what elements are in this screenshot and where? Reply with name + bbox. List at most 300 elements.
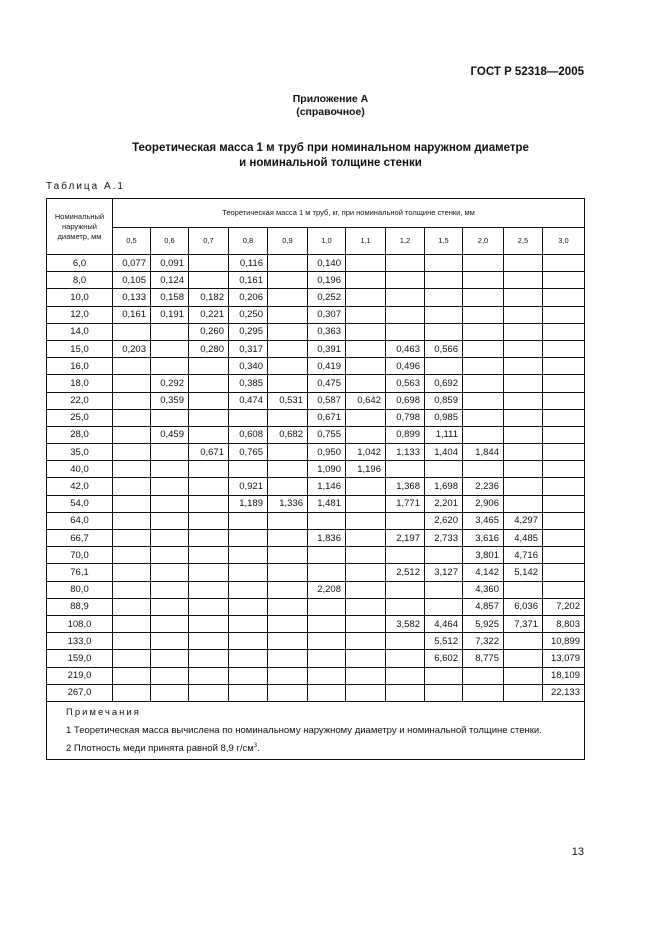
mass-cell xyxy=(189,512,229,529)
diameter-cell: 88,9 xyxy=(47,598,113,615)
mass-cell xyxy=(113,323,151,340)
mass-cell: 8,775 xyxy=(463,650,504,667)
mass-cell xyxy=(308,650,346,667)
mass-cell: 0,642 xyxy=(346,392,386,409)
diameter-cell: 80,0 xyxy=(47,581,113,598)
mass-cell xyxy=(268,598,308,615)
mass-cell: 0,221 xyxy=(189,306,229,323)
thickness-header: 0,7 xyxy=(189,228,229,255)
diameter-cell: 108,0 xyxy=(47,615,113,632)
mass-cell: 2,197 xyxy=(386,530,425,547)
mass-cell xyxy=(151,650,189,667)
mass-cell xyxy=(463,358,504,375)
mass-cell: 0,899 xyxy=(386,426,425,443)
table-row xyxy=(47,478,585,495)
mass-cell xyxy=(543,461,585,478)
mass-cell: 4,142 xyxy=(463,564,504,581)
diameter-cell: 28,0 xyxy=(47,426,113,443)
mass-cell: 0,475 xyxy=(308,375,346,392)
diameter-cell: 70,0 xyxy=(47,547,113,564)
mass-cell: 0,116 xyxy=(229,255,268,272)
mass-cell xyxy=(268,323,308,340)
mass-cell xyxy=(189,392,229,409)
table-row xyxy=(47,495,585,512)
mass-cell xyxy=(504,306,543,323)
mass-cell xyxy=(113,667,151,684)
table-row xyxy=(47,323,585,340)
mass-cell xyxy=(543,547,585,564)
mass-cell xyxy=(308,667,346,684)
mass-cell: 2,733 xyxy=(425,530,463,547)
mass-cell: 3,127 xyxy=(425,564,463,581)
mass-cell: 0,798 xyxy=(386,409,425,426)
mass-cell xyxy=(346,512,386,529)
mass-cell xyxy=(229,564,268,581)
mass-cell: 0,755 xyxy=(308,426,346,443)
mass-cell xyxy=(346,375,386,392)
annex-title: Приложение А xyxy=(292,93,369,105)
table-row xyxy=(47,650,585,667)
mass-cell: 3,465 xyxy=(463,512,504,529)
mass-cell: 3,801 xyxy=(463,547,504,564)
mass-cell: 1,481 xyxy=(308,495,346,512)
mass-cell: 0,250 xyxy=(229,306,268,323)
table-row xyxy=(47,358,585,375)
mass-cell: 0,563 xyxy=(386,375,425,392)
mass-cell xyxy=(113,495,151,512)
mass-cell xyxy=(113,444,151,461)
mass-cell: 0,158 xyxy=(151,289,189,306)
mass-cell: 7,202 xyxy=(543,598,585,615)
mass-cell: 1,146 xyxy=(308,478,346,495)
mass-cell: 4,857 xyxy=(463,598,504,615)
mass-cell xyxy=(268,255,308,272)
mass-cell xyxy=(113,409,151,426)
table-row xyxy=(47,409,585,426)
mass-cell xyxy=(189,633,229,650)
mass-cell xyxy=(268,358,308,375)
mass-cell xyxy=(504,409,543,426)
mass-cell xyxy=(346,495,386,512)
thickness-header: 0,9 xyxy=(268,228,308,255)
thickness-header: 0,6 xyxy=(151,228,189,255)
mass-cell: 0,359 xyxy=(151,392,189,409)
table-row xyxy=(47,444,585,461)
mass-cell xyxy=(151,358,189,375)
mass-cell: 22,133 xyxy=(543,684,585,701)
mass-cell xyxy=(386,650,425,667)
table-row xyxy=(47,547,585,564)
mass-cell xyxy=(268,530,308,547)
mass-cell xyxy=(543,323,585,340)
mass-cell xyxy=(346,650,386,667)
mass-cell xyxy=(543,409,585,426)
mass-cell xyxy=(504,392,543,409)
mass-cell xyxy=(229,547,268,564)
mass-cell xyxy=(425,358,463,375)
mass-cell xyxy=(308,598,346,615)
mass-cell: 0,206 xyxy=(229,289,268,306)
mass-cell xyxy=(189,478,229,495)
table-row xyxy=(47,512,585,529)
mass-cell xyxy=(189,667,229,684)
mass-cell xyxy=(268,633,308,650)
mass-cell xyxy=(268,564,308,581)
mass-cell: 0,391 xyxy=(308,340,346,357)
mass-cell xyxy=(504,478,543,495)
mass-cell xyxy=(425,461,463,478)
mass-cell: 0,196 xyxy=(308,272,346,289)
table-row xyxy=(47,461,585,478)
mass-cell xyxy=(151,633,189,650)
mass-cell xyxy=(151,598,189,615)
mass-cell xyxy=(229,581,268,598)
mass-cell: 10,899 xyxy=(543,633,585,650)
diameter-cell: 40,0 xyxy=(47,461,113,478)
mass-cell: 1,189 xyxy=(229,495,268,512)
mass-cell xyxy=(113,650,151,667)
mass-cell xyxy=(189,564,229,581)
mass-cell xyxy=(463,323,504,340)
mass-cell xyxy=(308,547,346,564)
mass-cell: 13,079 xyxy=(543,650,585,667)
mass-cell: 1,404 xyxy=(425,444,463,461)
mass-cell: 0,203 xyxy=(113,340,151,357)
mass-cell xyxy=(113,598,151,615)
mass-cell xyxy=(386,547,425,564)
mass-cell: 2,201 xyxy=(425,495,463,512)
mass-cell xyxy=(151,340,189,357)
mass-cell xyxy=(308,615,346,632)
diameter-cell: 267,0 xyxy=(47,684,113,701)
mass-cell xyxy=(229,530,268,547)
thickness-header: 0,8 xyxy=(229,228,268,255)
mass-cell: 2,512 xyxy=(386,564,425,581)
mass-cell xyxy=(229,598,268,615)
mass-cell xyxy=(151,461,189,478)
diameter-cell: 42,0 xyxy=(47,478,113,495)
diameter-cell: 64,0 xyxy=(47,512,113,529)
mass-cell xyxy=(229,684,268,701)
mass-cell xyxy=(425,289,463,306)
table-row xyxy=(47,272,585,289)
diameter-cell: 35,0 xyxy=(47,444,113,461)
mass-cell xyxy=(151,323,189,340)
mass-cell xyxy=(189,426,229,443)
note-2: 2 Плотность меди принята равной 8,9 $г/см^3$. xyxy=(66,742,260,754)
mass-cell xyxy=(151,581,189,598)
mass-cell: 2,906 xyxy=(463,495,504,512)
thickness-header: 2,0 xyxy=(463,228,504,255)
mass-cell: 0,587 xyxy=(308,392,346,409)
mass-cell xyxy=(346,581,386,598)
mass-cell xyxy=(113,358,151,375)
mass-table xyxy=(46,198,585,760)
mass-cell xyxy=(189,409,229,426)
mass-cell xyxy=(543,495,585,512)
mass-cell xyxy=(463,289,504,306)
mass-header: Теоретическая масса 1 м труб, кг, при номинальной толщине стенки, мм xyxy=(113,199,585,228)
mass-cell: 0,765 xyxy=(229,444,268,461)
mass-cell: 0,260 xyxy=(189,323,229,340)
mass-cell: 0,496 xyxy=(386,358,425,375)
mass-cell xyxy=(151,667,189,684)
mass-cell: 6,602 xyxy=(425,650,463,667)
mass-cell xyxy=(386,461,425,478)
mass-cell xyxy=(543,444,585,461)
mass-cell: 0,385 xyxy=(229,375,268,392)
mass-cell: 0,295 xyxy=(229,323,268,340)
mass-cell xyxy=(346,289,386,306)
diameter-header: Номинальный наружный диаметр, мм xyxy=(47,199,113,255)
mass-cell: 0,317 xyxy=(229,340,268,357)
mass-cell xyxy=(151,495,189,512)
mass-cell xyxy=(113,461,151,478)
mass-cell: 0,459 xyxy=(151,426,189,443)
mass-cell xyxy=(229,461,268,478)
notes-cell xyxy=(47,701,585,759)
mass-cell xyxy=(189,547,229,564)
table-row xyxy=(47,564,585,581)
mass-cell: 4,716 xyxy=(504,547,543,564)
mass-cell: 0,698 xyxy=(386,392,425,409)
table-row xyxy=(47,615,585,632)
mass-cell xyxy=(386,598,425,615)
mass-cell xyxy=(425,255,463,272)
mass-cell: 1,771 xyxy=(386,495,425,512)
thickness-header: 3,0 xyxy=(543,228,585,255)
diameter-cell: 25,0 xyxy=(47,409,113,426)
mass-cell xyxy=(189,684,229,701)
mass-cell xyxy=(543,581,585,598)
mass-cell xyxy=(543,272,585,289)
note-1: 1 Теоретическая масса вычислена по номинальному наружному диаметру и номинальной толщине стенки. xyxy=(66,724,542,736)
mass-cell xyxy=(463,426,504,443)
mass-cell xyxy=(346,547,386,564)
mass-cell xyxy=(189,598,229,615)
mass-cell: 1,090 xyxy=(308,461,346,478)
thickness-header: 1,1 xyxy=(346,228,386,255)
mass-cell xyxy=(308,564,346,581)
mass-cell: 5,512 xyxy=(425,633,463,650)
diameter-cell: 10,0 xyxy=(47,289,113,306)
mass-cell xyxy=(189,461,229,478)
mass-cell xyxy=(504,581,543,598)
mass-cell: 0,531 xyxy=(268,392,308,409)
mass-cell xyxy=(463,392,504,409)
table-row xyxy=(47,633,585,650)
mass-cell xyxy=(504,684,543,701)
diameter-cell: 159,0 xyxy=(47,650,113,667)
mass-cell xyxy=(504,633,543,650)
mass-cell xyxy=(229,650,268,667)
table-row xyxy=(47,375,585,392)
thickness-header: 1,0 xyxy=(308,228,346,255)
mass-cell xyxy=(229,409,268,426)
table-row xyxy=(47,306,585,323)
mass-cell xyxy=(504,289,543,306)
diameter-cell: 15,0 xyxy=(47,340,113,357)
mass-cell xyxy=(113,684,151,701)
mass-cell xyxy=(463,306,504,323)
mass-cell xyxy=(463,255,504,272)
mass-cell: 1,111 xyxy=(425,426,463,443)
table-title-line2: и номинальной толщине стенки xyxy=(239,157,422,169)
mass-cell: 5,925 xyxy=(463,615,504,632)
mass-cell xyxy=(504,323,543,340)
mass-cell xyxy=(268,667,308,684)
mass-cell xyxy=(463,272,504,289)
mass-cell: 0,252 xyxy=(308,289,346,306)
mass-cell: 1,042 xyxy=(346,444,386,461)
mass-cell xyxy=(189,581,229,598)
diameter-cell: 14,0 xyxy=(47,323,113,340)
mass-cell xyxy=(543,530,585,547)
mass-cell: 0,340 xyxy=(229,358,268,375)
mass-cell xyxy=(425,323,463,340)
mass-cell: 0,191 xyxy=(151,306,189,323)
mass-cell xyxy=(543,478,585,495)
mass-cell: 5,142 xyxy=(504,564,543,581)
diameter-cell: 22,0 xyxy=(47,392,113,409)
mass-cell xyxy=(113,375,151,392)
mass-cell: 7,322 xyxy=(463,633,504,650)
mass-cell xyxy=(308,633,346,650)
mass-cell xyxy=(346,409,386,426)
mass-cell xyxy=(504,426,543,443)
mass-cell: 1,336 xyxy=(268,495,308,512)
mass-cell: 0,859 xyxy=(425,392,463,409)
mass-cell xyxy=(463,667,504,684)
mass-cell: 0,161 xyxy=(229,272,268,289)
mass-cell xyxy=(504,461,543,478)
mass-cell xyxy=(346,667,386,684)
table-row xyxy=(47,255,585,272)
mass-cell xyxy=(386,512,425,529)
diameter-cell: 133,0 xyxy=(47,633,113,650)
diameter-cell: 18,0 xyxy=(47,375,113,392)
mass-cell: 6,036 xyxy=(504,598,543,615)
mass-cell xyxy=(189,615,229,632)
mass-cell: 0,566 xyxy=(425,340,463,357)
mass-cell xyxy=(113,530,151,547)
mass-cell xyxy=(386,272,425,289)
mass-cell xyxy=(268,272,308,289)
mass-cell xyxy=(346,633,386,650)
mass-cell xyxy=(151,615,189,632)
mass-cell xyxy=(346,684,386,701)
mass-cell: 18,109 xyxy=(543,667,585,684)
mass-cell xyxy=(308,684,346,701)
mass-cell: 2,236 xyxy=(463,478,504,495)
mass-cell xyxy=(151,444,189,461)
mass-cell xyxy=(463,409,504,426)
mass-cell xyxy=(113,633,151,650)
mass-cell xyxy=(113,512,151,529)
mass-cell xyxy=(268,581,308,598)
diameter-cell: 66,7 xyxy=(47,530,113,547)
table-row xyxy=(47,581,585,598)
mass-cell xyxy=(268,289,308,306)
mass-cell xyxy=(543,340,585,357)
mass-cell xyxy=(268,650,308,667)
mass-cell xyxy=(386,633,425,650)
mass-cell xyxy=(504,444,543,461)
mass-cell: 4,297 xyxy=(504,512,543,529)
mass-cell: 1,836 xyxy=(308,530,346,547)
mass-cell: 0,292 xyxy=(151,375,189,392)
mass-cell xyxy=(189,495,229,512)
table-row xyxy=(47,598,585,615)
mass-cell xyxy=(189,375,229,392)
mass-cell xyxy=(268,478,308,495)
mass-cell xyxy=(346,615,386,632)
mass-cell xyxy=(189,530,229,547)
mass-cell xyxy=(543,375,585,392)
mass-cell xyxy=(229,667,268,684)
mass-cell xyxy=(346,358,386,375)
mass-cell xyxy=(268,375,308,392)
mass-cell xyxy=(386,323,425,340)
mass-cell: 0,091 xyxy=(151,255,189,272)
table-row xyxy=(47,426,585,443)
mass-cell xyxy=(463,684,504,701)
diameter-cell: 8,0 xyxy=(47,272,113,289)
mass-cell xyxy=(268,615,308,632)
mass-cell xyxy=(386,684,425,701)
mass-cell: 0,077 xyxy=(113,255,151,272)
thickness-header: 0,5 xyxy=(113,228,151,255)
mass-cell: 1,698 xyxy=(425,478,463,495)
mass-cell xyxy=(268,461,308,478)
mass-cell xyxy=(425,306,463,323)
mass-cell xyxy=(425,598,463,615)
mass-cell xyxy=(386,667,425,684)
mass-cell xyxy=(151,478,189,495)
mass-cell xyxy=(504,667,543,684)
mass-cell xyxy=(189,358,229,375)
mass-cell xyxy=(268,444,308,461)
mass-cell: 0,921 xyxy=(229,478,268,495)
diameter-cell: 54,0 xyxy=(47,495,113,512)
mass-cell xyxy=(229,512,268,529)
mass-cell xyxy=(463,340,504,357)
mass-cell xyxy=(463,375,504,392)
mass-cell: 0,363 xyxy=(308,323,346,340)
mass-cell xyxy=(504,495,543,512)
mass-cell: 3,582 xyxy=(386,615,425,632)
mass-cell xyxy=(463,461,504,478)
mass-cell xyxy=(229,615,268,632)
mass-cell xyxy=(308,512,346,529)
mass-cell: 0,682 xyxy=(268,426,308,443)
mass-cell xyxy=(151,684,189,701)
mass-cell xyxy=(346,598,386,615)
mass-cell xyxy=(268,409,308,426)
mass-cell: 4,464 xyxy=(425,615,463,632)
mass-cell xyxy=(543,426,585,443)
mass-cell xyxy=(189,255,229,272)
mass-cell xyxy=(346,272,386,289)
mass-cell xyxy=(425,684,463,701)
thickness-header: 1,5 xyxy=(425,228,463,255)
notes-heading: Примечания xyxy=(66,706,141,718)
mass-cell: 0,985 xyxy=(425,409,463,426)
mass-cell xyxy=(386,255,425,272)
mass-cell xyxy=(151,409,189,426)
diameter-cell: 219,0 xyxy=(47,667,113,684)
mass-cell xyxy=(268,547,308,564)
